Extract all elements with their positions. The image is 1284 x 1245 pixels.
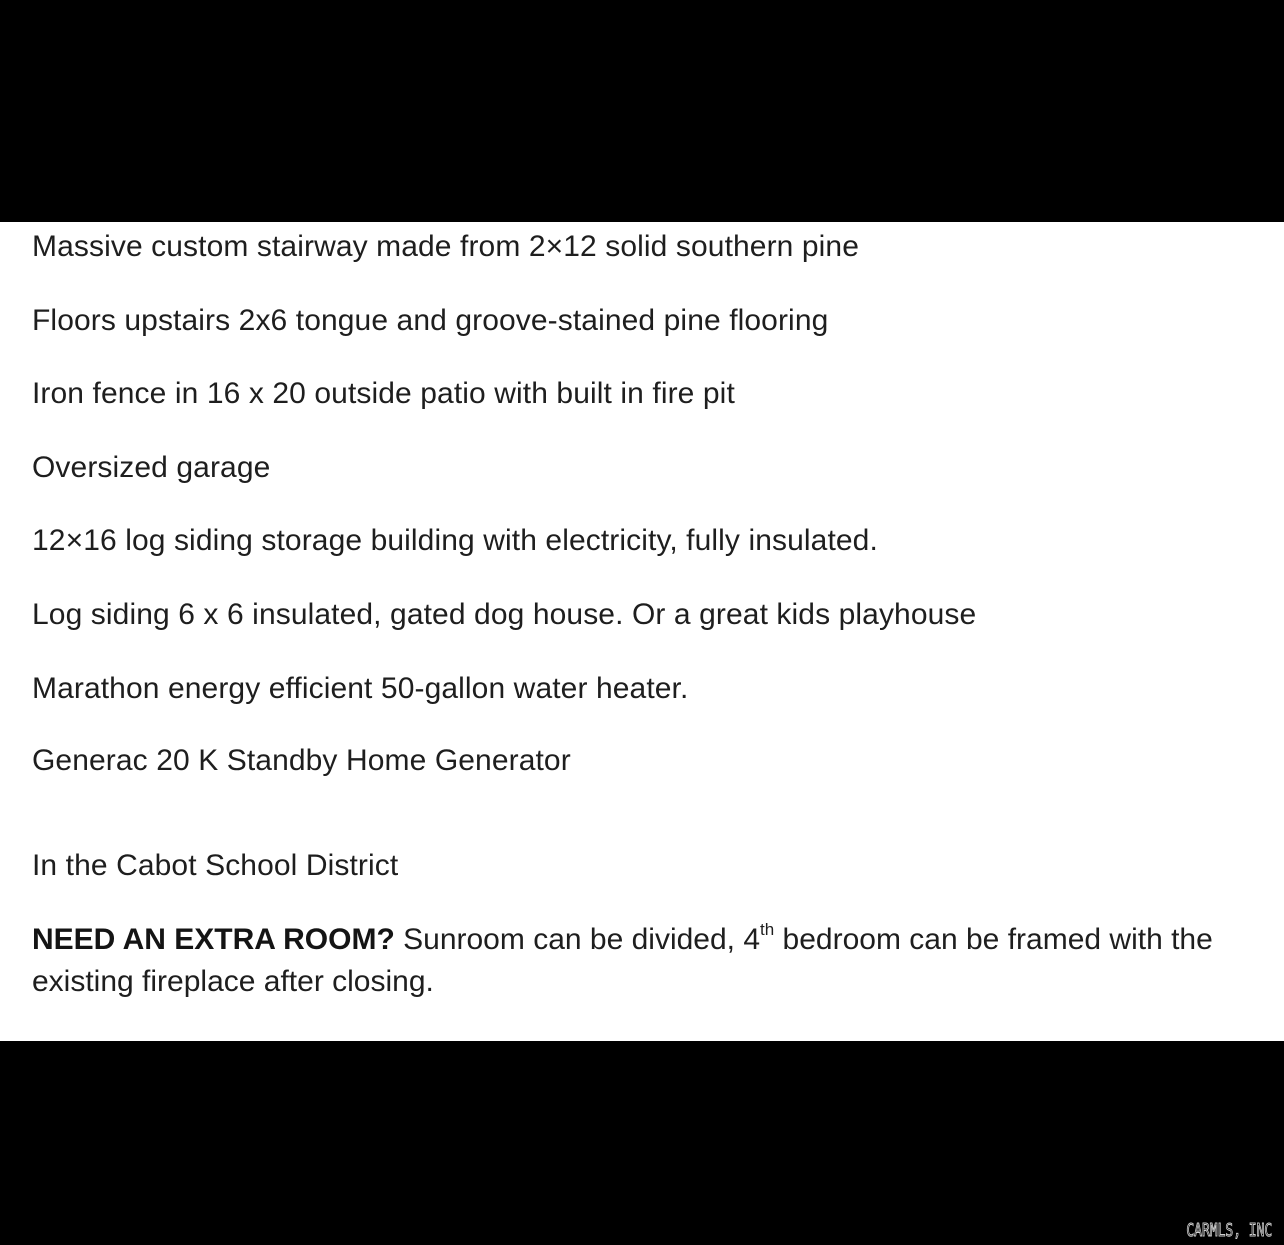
document-page <box>0 222 1284 1041</box>
top-letterbox <box>0 0 1284 222</box>
extra-room-heading: NEED AN EXTRA ROOM? <box>32 923 395 956</box>
feature-stairway: Massive custom stairway made from 2×12 solid southern pine <box>32 230 860 263</box>
ordinal-superscript: th <box>760 920 775 939</box>
feature-water-heater: Marathon energy efficient 50-gallon water heater. <box>32 672 689 705</box>
feature-generator: Generac 20 K Standby Home Generator <box>32 744 571 777</box>
bottom-letterbox <box>0 1041 1284 1245</box>
feature-garage: Oversized garage <box>32 451 271 484</box>
feature-iron-fence: Iron fence in 16 x 20 outside patio with built in fire pit <box>32 377 735 410</box>
feature-floors: Floors upstairs 2x6 tongue and groove-stained pine flooring <box>32 304 829 337</box>
extra-room-text-after: bedroom can be framed with the existing fireplace after closing. <box>32 923 1213 998</box>
watermark: CARMLS, INC <box>1186 1220 1272 1241</box>
school-district: In the Cabot School District <box>32 849 399 882</box>
feature-dog-house: Log siding 6 x 6 insulated, gated dog house. Or a great kids playhouse <box>32 598 977 631</box>
extra-room-paragraph <box>32 919 1262 1003</box>
extra-room-text-before: Sunroom can be divided, 4 <box>394 923 761 956</box>
feature-storage-building: 12×16 log siding storage building with electricity, fully insulated. <box>32 524 878 557</box>
